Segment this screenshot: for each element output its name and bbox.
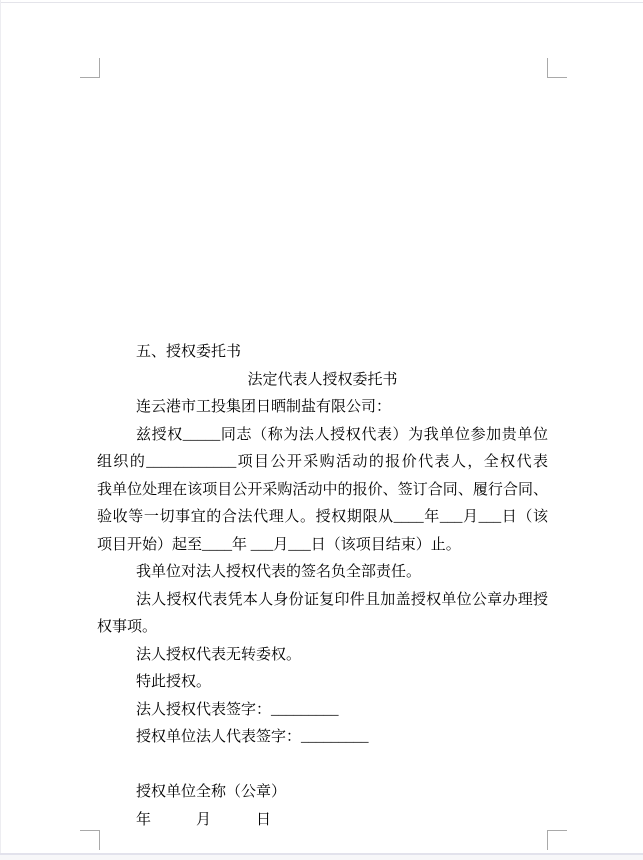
- body-line: 法人授权代表凭本人身份证复印件且加盖授权单位公章办理授: [136, 591, 548, 608]
- page-left-edge: [0, 0, 1, 853]
- body-line: 我单位对法人授权代表的签名负全部责任。: [136, 564, 422, 580]
- document-title: 法定代表人授权委托书: [247, 371, 398, 388]
- crop-mark-top-left-icon: [80, 58, 100, 78]
- body-line: 验收等一切事宜的合法代理人。授权期限从____年___月___日（该: [97, 509, 548, 525]
- section-heading: 五、授权委托书: [136, 344, 242, 360]
- crop-mark-bottom-right-icon: [547, 830, 567, 850]
- page-top-edge: [0, 2, 643, 3]
- blank-line: [97, 752, 548, 780]
- body-line: 我单位处理在该项目公开采购活动中的报价、签订合同、履行合同、: [97, 481, 548, 498]
- body-line: 法人授权代表无转委权。: [136, 646, 302, 663]
- body-line: 特此授权。: [136, 674, 212, 690]
- signature-line-authorized-rep: 法人授权代表签字：_________: [136, 701, 339, 718]
- body-line: 组织的____________项目公开采购活动的报价代表人，全权代表: [97, 454, 548, 470]
- page-gap-below: [0, 855, 643, 860]
- signature-line-legal-rep: 授权单位法人代表签字：_________: [136, 729, 369, 745]
- body-line: 项目开始）起至____年 ___月___日（该项目结束）止。: [97, 536, 461, 553]
- crop-mark-top-right-icon: [547, 58, 567, 78]
- addressee-line: 连云港市工投集团日晒制盐有限公司：: [136, 399, 392, 415]
- date-line: 年 月 日: [136, 811, 272, 828]
- document-text-block: [97, 339, 548, 834]
- unit-name-seal-line: 授权单位全称（公章）: [136, 784, 287, 800]
- body-line: 权事项。: [97, 619, 158, 635]
- body-line: 兹授权_____同志（称为法人授权代表）为我单位参加贵单位: [136, 426, 548, 443]
